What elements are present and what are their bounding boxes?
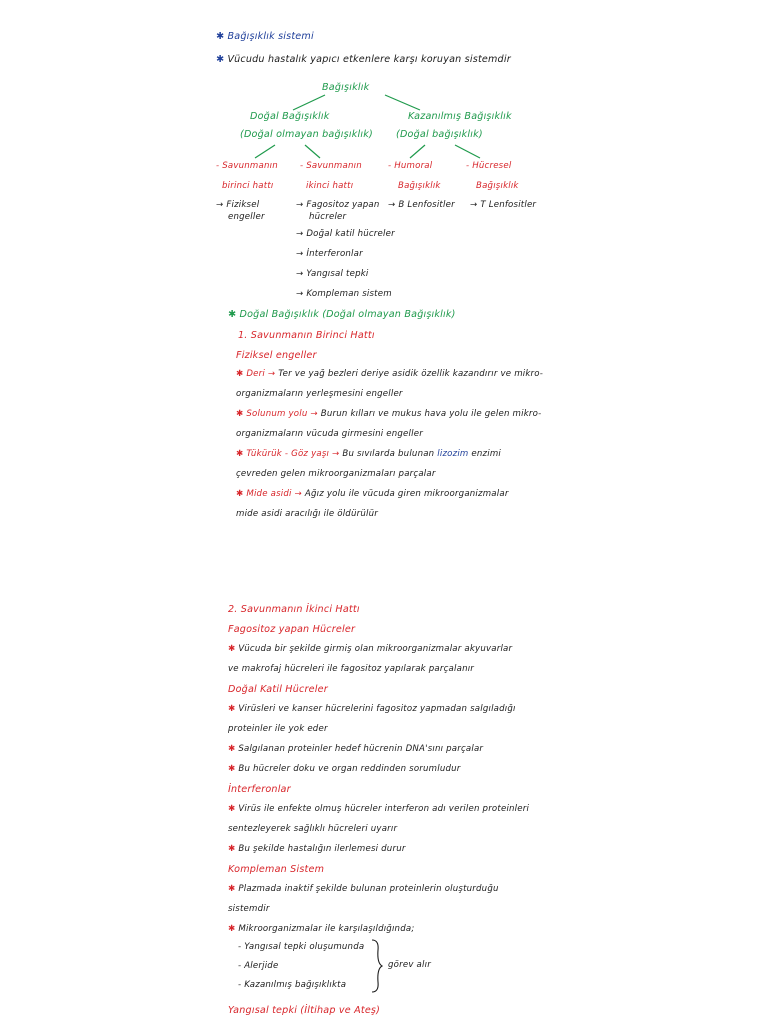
tree-first-line-a: - Savunmanın <box>216 161 278 171</box>
tree-inflammation: → Yangısal tepki <box>296 269 369 279</box>
nk-line-3 <box>228 745 483 754</box>
tree-second-line-a: - Savunmanın <box>300 161 362 171</box>
bullet-icon: ✱ <box>216 31 225 42</box>
complement-line-3 <box>228 925 414 934</box>
curly-brace-icon <box>370 938 384 994</box>
interferon-line-3 <box>228 845 406 854</box>
role-list-item-2: - Alerjide <box>238 961 279 971</box>
tukuruk-text-1c: enzimi <box>471 449 502 459</box>
complement-text-2: sistemdir <box>228 904 270 914</box>
connector-root-natural <box>293 95 325 110</box>
bullet-icon: ✱ <box>228 844 236 854</box>
deri-line-1 <box>236 370 543 379</box>
nk-title: Doğal Katil Hücreler <box>228 684 328 695</box>
tree-first-line-b: birinci hattı <box>222 181 274 191</box>
mide-text-1: Ağız yolu ile vücuda giren mikroorganizmalar <box>304 489 509 499</box>
solunum-text-1: Burun kılları ve mukus hava yolu ile gelen mikro- <box>320 409 542 419</box>
bullet-icon: ✱ <box>228 644 236 654</box>
bullet-icon: ✱ <box>228 884 236 894</box>
nk-text-2: proteinler ile yok eder <box>228 724 328 734</box>
bullet-icon: ✱ <box>236 489 244 499</box>
solunum-key: Solunum yolu → <box>246 409 318 419</box>
bullet-icon: ✱ <box>228 744 236 754</box>
tree-nk: → Doğal katil hücreler <box>296 229 395 239</box>
mide-text-2: mide asidi aracılığı ile öldürülür <box>236 509 378 519</box>
connector-natural-second <box>305 145 320 158</box>
section1-label: Fiziksel engeller <box>236 350 317 361</box>
nk-line-4 <box>228 765 461 774</box>
phago-text-1: Vücuda bir şekilde girmiş olan mikroorganizmalar akyuvarlar <box>238 644 513 654</box>
interferon-line-1 <box>228 805 529 814</box>
connector-natural-first <box>255 145 275 158</box>
interferon-text-1: Virüs ile enfekte olmuş hücreler interferon adı verilen proteinleri <box>238 804 530 814</box>
tree-acquired-sub: (Doğal bağışıklık) <box>396 129 483 140</box>
deri-key: Deri → <box>246 369 276 379</box>
lizozim-term: lizozim <box>437 449 469 459</box>
role-list-item-1: - Yangısal tepki oluşumunda <box>238 942 365 952</box>
tukuruk-text-2: çevreden gelen mikroorganizmaları parçalar <box>236 469 436 479</box>
mide-line-1 <box>236 490 509 499</box>
tree-natural-sub: (Doğal olmayan bağışıklık) <box>240 129 373 140</box>
role-list-note: görev alır <box>388 960 431 970</box>
nk-line-1 <box>228 705 516 714</box>
bullet-icon: ✱ <box>228 764 236 774</box>
bullet-icon: ✱ <box>228 924 236 934</box>
bullet-icon: ✱ <box>236 449 244 459</box>
bullet-icon: ✱ <box>228 309 237 320</box>
tree-root: Bağışıklık <box>322 82 370 93</box>
nk-text-3: Salgılanan proteinler hedef hücrenin DNA'sını parçalar <box>238 744 484 754</box>
tree-phago-b: hücreler <box>309 212 347 222</box>
complement-title: Kompleman Sistem <box>228 864 325 875</box>
tree-phago-a: → Fagositoz yapan <box>296 200 380 210</box>
tukuruk-key: Tükürük - Göz yaşı → <box>246 449 340 459</box>
nk-text-1: Virüsleri ve kanser hücrelerini fagositoz yapmadan salgıladığı <box>238 704 516 714</box>
tukuruk-text-1a: Bu sıvılarda bulunan <box>342 449 435 459</box>
complement-line-1 <box>228 885 499 894</box>
phago-title: Fagositoz yapan Hücreler <box>228 624 356 635</box>
phago-text-2: ve makrofaj hücreleri ile fagositoz yapılarak parçalanır <box>228 664 475 674</box>
deri-text-1: Ter ve yağ bezleri deriye asidik özellik kazandırır ve mikro- <box>278 369 544 379</box>
bullet-icon: ✱ <box>236 369 244 379</box>
solunum-line-1 <box>236 410 541 419</box>
tree-natural: Doğal Bağışıklık <box>250 111 330 122</box>
tree-cellular-b: Bağışıklık <box>476 181 519 191</box>
tukuruk-line-1 <box>236 450 501 459</box>
definition-text: Vücudu hastalık yapıcı etkenlere karşı koruyan sistemdir <box>227 54 511 65</box>
tree-t-cells: → T Lenfositler <box>470 200 537 210</box>
deri-text-2: organizmaların yerleşmesini engeller <box>236 389 403 399</box>
complement-text-3: Mikroorganizmalar ile karşılaşıldığında; <box>238 924 415 934</box>
bullet-icon: ✱ <box>236 409 244 419</box>
section1-heading: Doğal Bağışıklık (Doğal olmayan Bağışıklık) <box>239 309 456 320</box>
section1-heading-line <box>228 310 456 320</box>
section1-subheading: 1. Savunmanın Birinci Hattı <box>238 330 375 341</box>
interferon-text-2: sentezleyerek sağlıklı hücreleri uyarır <box>228 824 398 834</box>
interferon-text-3: Bu şekilde hastalığın ilerlemesi durur <box>238 844 406 854</box>
solunum-text-2: organizmaların vücuda girmesini engeller <box>236 429 423 439</box>
tree-complement: → Kompleman sistem <box>296 289 392 299</box>
section2-heading: 2. Savunmanın İkinci Hattı <box>228 604 360 615</box>
mide-key: Mide asidi → <box>246 489 302 499</box>
tree-connectors <box>0 0 768 320</box>
phago-line-1 <box>228 645 512 654</box>
role-list-item-3: - Kazanılmış bağışıklıkta <box>238 980 347 990</box>
interferon-title: İnterferonlar <box>228 784 291 795</box>
tree-cellular-a: - Hücresel <box>466 161 512 171</box>
tree-b-cells: → B Lenfositler <box>388 200 455 210</box>
complement-text-1: Plazmada inaktif şekilde bulunan proteinlerin oluşturduğu <box>238 884 499 894</box>
tree-humoral-b: Bağışıklık <box>398 181 441 191</box>
connector-acquired-cellular <box>455 145 480 158</box>
tree-interferon: → İnterferonlar <box>296 249 363 259</box>
nk-text-4: Bu hücreler doku ve organ reddinden sorumludur <box>238 764 461 774</box>
page-title: Bağışıklık sistemi <box>227 31 314 42</box>
connector-root-acquired <box>385 95 420 110</box>
tree-humoral-a: - Humoral <box>388 161 433 171</box>
bullet-icon: ✱ <box>216 54 225 65</box>
tree-physical-a: → Fiziksel <box>216 200 260 210</box>
bullet-icon: ✱ <box>228 804 236 814</box>
connector-acquired-humoral <box>410 145 425 158</box>
inflammation-title: Yangısal tepki (İltihap ve Ateş) <box>228 1005 381 1016</box>
tree-physical-b: engeller <box>228 212 265 222</box>
bullet-icon: ✱ <box>228 704 236 714</box>
tree-acquired: Kazanılmış Bağışıklık <box>408 111 512 122</box>
tree-second-line-b: ikinci hattı <box>306 181 354 191</box>
